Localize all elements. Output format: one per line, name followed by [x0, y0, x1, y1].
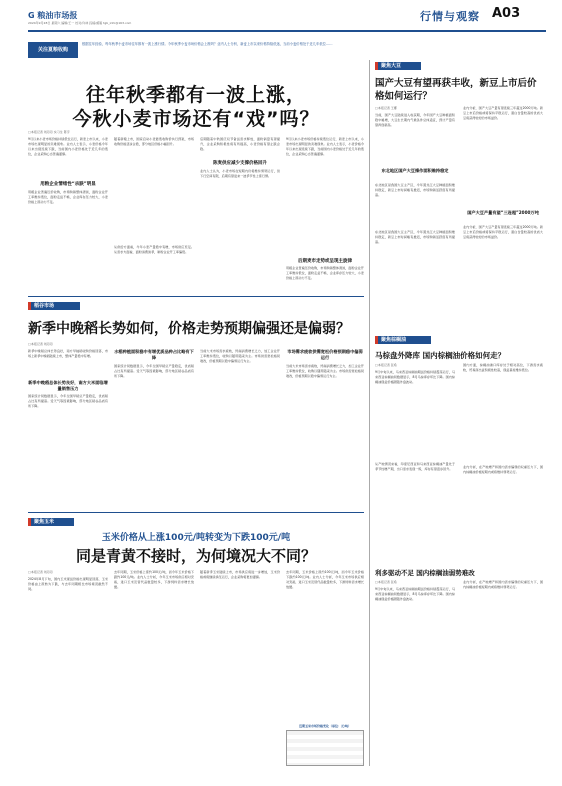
- palm-body-lower1: 9月中旬以来，马来西亚棕榈油期货价格持续震荡运行，马来西亚棕榈油局数据显示，8月马棕库存环比下降。国内棕榈油现货价格跟随外盘波动。: [375, 587, 455, 601]
- corn-headline-line2: 同是青黄不接时，为何境况大不同？: [75, 547, 316, 565]
- corn-body-col2: 去年同期，玉米价格上涨约100元/吨，而今年玉米价格下跌约100元/吨。业内人士分析，今年玉米市场供应相对充裕，进口玉米及替代品数量较多，下游饲料需求增长放缓。: [114, 570, 194, 589]
- palm-body-col1b: 从产地情况来看，印度尼西亚和马来西亚棕榈油产量处于季节性增产期，出口需求表现一般，库存有望逐步回升。: [375, 462, 455, 471]
- right-column-divider: [369, 60, 370, 766]
- wheat-body-col1: 9月以来小麦市场价格持续低位运行，新麦上市以来，小麦市场出现明显的卖难现象。业内人士表示，小麦价格今年以来出现连续下跌，当前国内小麦价格处于近几年的低位，企业采购心态普遍谨慎。: [28, 137, 108, 156]
- corn-headline-line1: 玉米价格从上涨100元/吨转变为下跌100元/吨: [101, 533, 291, 543]
- rice-body-col2: 国家统计局数据显示，今年全国早稻总产量稳定，优质稻占比有所提高。受天气等因素影响，部分地区稻谷品质有所下降。: [114, 364, 194, 378]
- wheat-headline-line1: 往年秋季都有一波上涨，: [85, 84, 306, 106]
- wheat-body-col3b: 业内人士认为，小麦市场在短期内仍将维持弱势运行，但下行空间有限，后期有望迎来一波季节性上涨行情。: [200, 169, 280, 178]
- wheat-body-col4b: 用粮企业普遍压价收购，市场购销整体清淡，面粉企业开工率维持低位，面粉走货不畅，企业库存压力较大，小麦价格上涨动力不足。: [286, 266, 364, 280]
- wheat-body-col4: 9月以来小麦市场价格持续低位运行，新麦上市以来，小麦市场出现明显的卖难现象。业内人士表示，小麦价格今年以来出现连续下跌，当前国内小麦价格处于近几年的低位，企业采购心态普遍谨慎。: [286, 137, 364, 156]
- soy-subhead: 东北地区国产大豆操作面积维持稳定: [381, 168, 449, 173]
- corn-body-col4: 去年同期，玉米价格上涨约100元/吨，而今年玉米价格下跌约100元/吨。业内人士分析，今年玉米市场供应相对充裕，进口玉米及替代品数量较多，下游饲料需求增长放缓。: [286, 570, 364, 589]
- corn-table-caption: 近期玉米市场价格变化（单位：元/吨）: [298, 724, 352, 728]
- page-number: A03: [492, 6, 521, 21]
- wheat-headline-line2: 今秋小麦市场还有“戏”吗？: [72, 108, 320, 130]
- masthead-rule: [28, 30, 546, 32]
- palm-subhead: 利多驱动不足 国内棕榈油弱势难改: [375, 569, 475, 577]
- section-title: 行情与观察: [420, 10, 480, 23]
- soy-byline: □本报记者 王娜: [375, 106, 397, 110]
- corn-table: [286, 730, 364, 766]
- rice-sub3: 市场需求疲软供需宽松价格预期稳中偏弱运行: [287, 349, 363, 360]
- rice-top-rule: [28, 296, 364, 297]
- soy-body-col1: 当前，国产大豆陆续进入收获期，今年国产大豆种植面积稳中略增，大豆生长期内气候条件总体适宜，预计产量有望再创新高。: [375, 113, 455, 127]
- corn-body-col1: 2024年8月下旬，国内玉米现货价格出现明显回落，玉米价格由上涨转为下跌，与去年同期相比市场境况截然不同。: [28, 577, 108, 591]
- palm-section-bar: 聚焦棕榈油: [375, 336, 431, 344]
- masthead-info: 2024年9月28日 星期六 编辑/王一 校对/许林 投稿/邮箱 tgb_info@163.com: [28, 21, 132, 25]
- palm-headline: 马棕盘外降库 国内棕榈油价格如何走？: [375, 351, 506, 360]
- soy-body-col2: 业内分析，国产大豆产量有望连续三年超过2000万吨。新豆上市后价格或将保持平稳运行，蛋白含量较高的优质大豆将获得较好的市场溢价。: [463, 106, 543, 120]
- banner-lead: 根据往年经验，每年秋季小麦市场往年都有一波上涨行情。今年秋季小麦市场价格会上涨吗？业内人士分析，新麦上市以来价格持续低迷，当前小麦价格处于近几年低位……: [82, 42, 333, 46]
- corn-top-rule: [28, 512, 364, 513]
- soy-body-lower1: 东北地区是我国大豆主产区，今年黑龙江大豆种植面积维持稳定，新豆上市时间略有推迟，市场购销活跃度有所提高。: [375, 230, 455, 244]
- palm-byline: □本报记者 张希: [375, 363, 397, 367]
- palm-body-col1: 9月中旬以来，马来西亚棕榈油期货价格持续震荡运行，马来西亚棕榈油局数据显示，8月马棕库存环比下降。国内棕榈油现货价格跟随外盘波动。: [375, 370, 455, 384]
- palm-body-col2: 国内方面，棕榈油港口库存处于相对高位，下游需求疲软，贸易商出货积极性较高，现货基差维持低位。: [463, 363, 543, 372]
- rice-sub2: 水稻种植面积稳中有增优质品种占比略有下降: [114, 349, 194, 360]
- rice-body-col1: 新季中晚稻总体长势良好，南方早籼稻收购价格回落，市场上新季中晚稻陆续上市，整体产量稳中有增。: [28, 349, 108, 358]
- rice-body-col4: 当前大米市场需求疲软，终端消费增长乏力，加工企业开工率维持低位，收购以随用随采为主。市场供需宽松格局难改，价格预期以稳中偏弱运行为主。: [286, 364, 364, 378]
- masthead: [0, 0, 562, 36]
- soy-body-col1b: 东北地区是我国大豆主产区，今年黑龙江大豆种植面积维持稳定，新豆上市时间略有推迟，市场购销活跃度有所提高。: [375, 183, 455, 197]
- soy-subhead2: 国产大豆产量有望“三连超”2000万吨: [467, 210, 539, 215]
- palm-body-col2b: 业内分析，在产地增产和国内需求偏弱的双重压力下，国内棕榈油价格短期内或将维持弱势运行。: [463, 465, 543, 474]
- rice-headline: 新季中晚稻长势如何，价格走势预期偏强还是偏弱？: [28, 321, 350, 337]
- wheat-byline: □本报记者 刘丹丹 实习生 陈宇: [28, 130, 70, 134]
- wheat-subhead: 用粮企业情绪性“杀跌”明显: [40, 182, 96, 187]
- soy-headline: 国产大豆有望再获丰收，新豆上市后价格如何运行？: [375, 78, 537, 102]
- soy-section-bar: 聚焦大豆: [375, 62, 421, 70]
- wheat-body-col2: 随着新粮上市，国家启动小麦最低收购价执行预案，市场收购价格逐步企稳，部分地区价格小幅回升。: [114, 137, 194, 146]
- corn-byline: □本报记者 刘丹丹: [28, 570, 53, 574]
- palm-body-lower2: 业内分析，在产地增产和国内需求偏弱的双重压力下，国内棕榈油价格短期内或将维持弱势运行。: [463, 580, 543, 589]
- paper-logo: G 粮油市场报: [28, 11, 78, 20]
- rice-section-bar: 稻谷市场: [28, 302, 80, 310]
- wheat-mid-subhead: 陈麦供应减少支撑价格回升: [213, 161, 267, 166]
- rice-sub1: 新季中晚稻总体长势良好，南方大米面临增量销售压力: [28, 380, 108, 391]
- palm-sub-byline: □本报记者 张希: [375, 580, 397, 584]
- rice-byline: □本报记者 刘丹丹: [28, 342, 53, 346]
- wheat-body-col3: 后期随着中秋国庆双节备货需求释放，面粉销量有望提升，企业采购积极性将有所提高，小麦价格有望止跌企稳。: [200, 137, 280, 151]
- wheat-mid-subhead2: 后期麦市走势或呈现主旋律: [298, 259, 352, 264]
- banner-tag: 关注夏粮收购: [28, 42, 78, 58]
- rice-body-col1b: 国家统计局数据显示，今年全国早稻总产量稳定，优质稻占比有所提高。受天气等因素影响，部分地区稻谷品质有所下降。: [28, 394, 108, 408]
- soy-body-lower2: 业内分析，国产大豆产量有望连续三年超过2000万吨。新豆上市后价格或将保持平稳运行，蛋白含量较高的优质大豆将获得较好的市场溢价。: [463, 225, 543, 239]
- wheat-body-col1b: 用粮企业普遍压价收购，市场购销整体清淡，面粉企业开工率维持低位，面粉走货不畅，企业库存压力较大，小麦价格上涨动力不足。: [28, 190, 108, 204]
- corn-section-bar: 聚焦玉米: [28, 518, 74, 526]
- wheat-body-col2b: 从供给方面看，今年小麦产量稳中有增，市场供应充足。从需求方面看，面粉消费淡季，制粉企业开工率偏低。: [114, 245, 194, 254]
- corn-body-col3: 随着新季玉米陆续上市，市场供应将进一步增加，玉米价格或将继续承压运行，企业采购将更加谨慎。: [200, 570, 280, 579]
- rice-body-col3: 当前大米市场需求疲软，终端消费增长乏力，加工企业开工率维持低位，收购以随用随采为主。市场供需宽松格局难改，价格预期以稳中偏弱运行为主。: [200, 349, 280, 363]
